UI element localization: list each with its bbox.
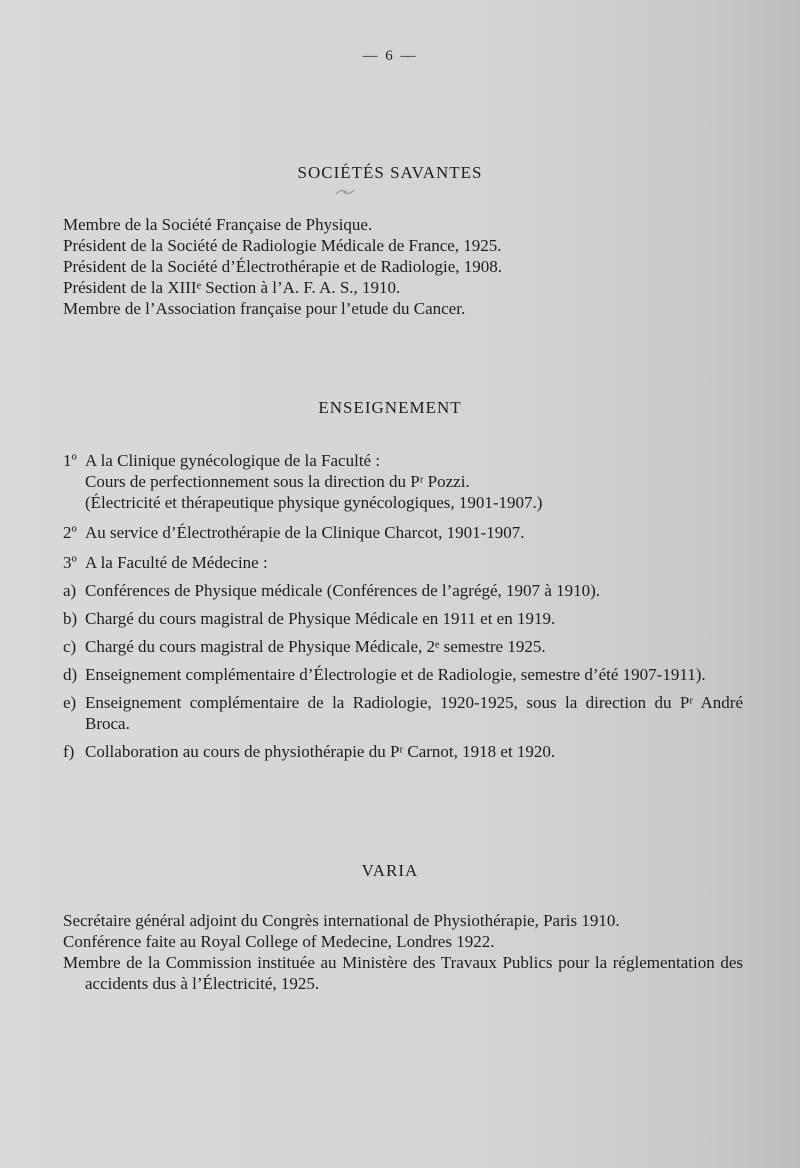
list-marker: 2º	[63, 523, 77, 542]
list-marker: 1º	[63, 451, 77, 470]
fleuron-icon	[334, 186, 356, 200]
section-title-enseignement: ENSEIGNEMENT	[318, 398, 462, 417]
societes-line: Membre de la Société Française de Physique.	[63, 215, 373, 234]
varia-line: Secrétaire général adjoint du Congrès international de Physiothérapie, Paris 1910.	[63, 911, 620, 930]
list-item	[63, 450, 743, 471]
enseignement-list	[63, 450, 743, 762]
list-marker: c)	[63, 637, 77, 656]
list-marker: e)	[63, 693, 77, 712]
list-item	[63, 522, 743, 543]
societes-line: Président de la Société d’Électrothérapie et de Radiologie, 1908.	[63, 257, 503, 276]
list-marker: f)	[63, 742, 75, 761]
societes-line: Membre de l’Association française pour l’etude du Cancer.	[63, 299, 466, 318]
list-item-sub: Cours de perfectionnement sous la direction du Pʳ Pozzi.	[85, 472, 470, 491]
list-item	[63, 741, 743, 762]
list-marker: d)	[63, 665, 78, 684]
list-item	[63, 552, 743, 573]
list-item-text: Au service d’Électrothérapie de la Clinique Charcot, 1901-1907.	[85, 523, 525, 542]
section-title-societes: SOCIÉTÉS SAVANTES	[297, 163, 483, 182]
list-item-sub: (Électricité et thérapeutique physique gynécologiques, 1901-1907.)	[85, 493, 543, 512]
list-marker: a)	[63, 581, 77, 600]
varia-line: Membre de la Commission instituée au Ministère des Travaux Publics pour la réglementation des accidents dus à l’Électricité, 1925.	[63, 953, 743, 993]
list-item	[63, 692, 743, 734]
societes-list	[63, 214, 743, 319]
list-item	[63, 664, 743, 685]
list-item-text: Collaboration au cours de physiothérapie du Pʳ Carnot, 1918 et 1920.	[85, 742, 556, 761]
list-item-text: Chargé du cours magistral de Physique Médicale en 1911 et en 1919.	[85, 609, 556, 628]
page-number: — 6 —	[362, 48, 418, 64]
societes-line: Président de la Société de Radiologie Médicale de France, 1925.	[63, 236, 502, 255]
list-marker: 3º	[63, 553, 77, 572]
varia-list	[63, 910, 743, 994]
list-item-text: Chargé du cours magistral de Physique Médicale, 2ᵉ semestre 1925.	[85, 637, 546, 656]
list-item-text: Enseignement complémentaire d’Électrologie et de Radiologie, semestre d’été 1907-1911).	[85, 665, 706, 684]
societes-line: Président de la XIIIᵉ Section à l’A. F. A. S., 1910.	[63, 278, 401, 297]
section-title-varia: VARIA	[361, 861, 419, 880]
varia-line: Conférence faite au Royal College of Medecine, Londres 1922.	[63, 932, 495, 951]
list-item-text: A la Clinique gynécologique de la Faculté :	[85, 451, 381, 470]
list-item-text: Conférences de Physique médicale (Conférences de l’agrégé, 1907 à 1910).	[85, 581, 600, 600]
list-marker: b)	[63, 609, 78, 628]
list-item	[63, 636, 743, 657]
list-item	[63, 580, 743, 601]
list-item-text: Enseignement complémentaire de la Radiologie, 1920-1925, sous la direction du Pʳ André Broca.	[85, 693, 743, 733]
list-item-text: A la Faculté de Médecine :	[85, 553, 268, 572]
list-item	[63, 608, 743, 629]
